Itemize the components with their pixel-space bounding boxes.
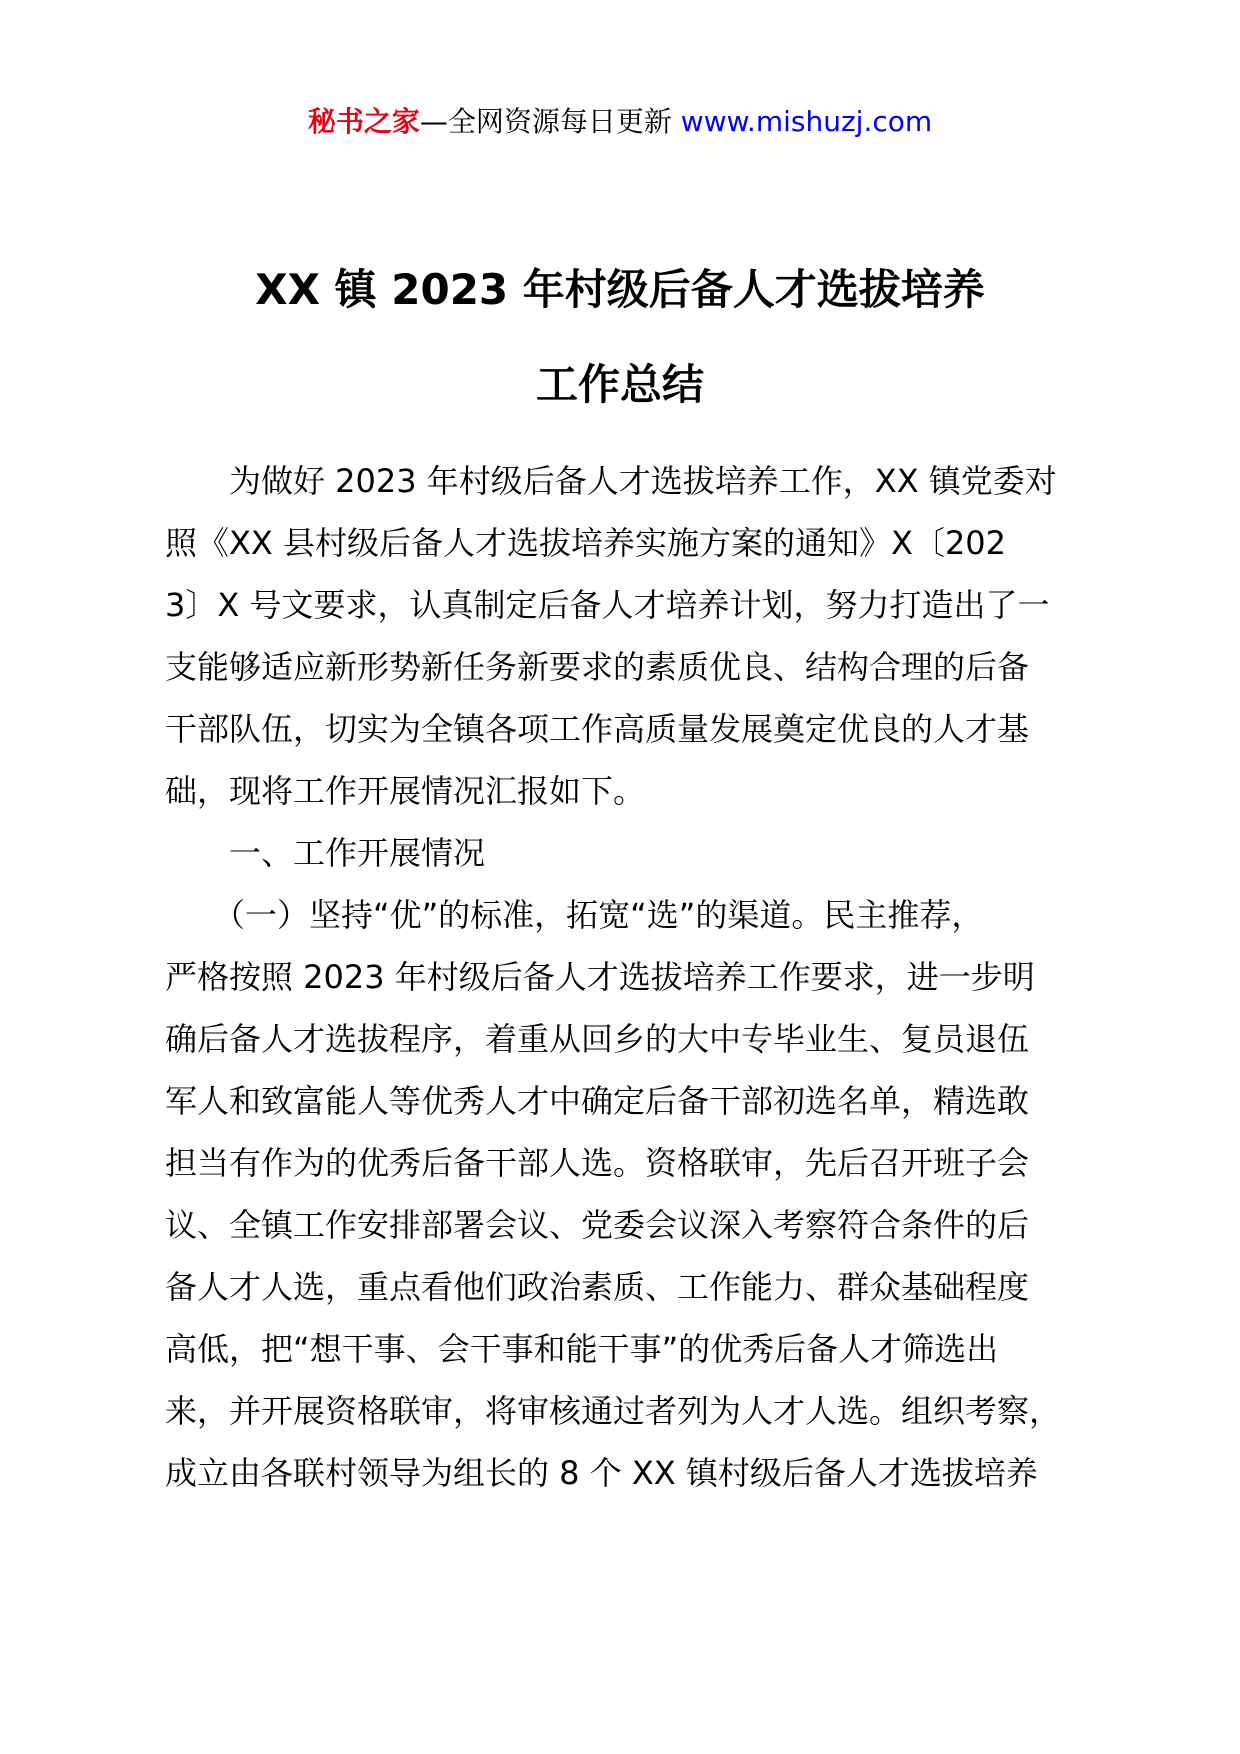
body-line: 备人才人选，重点看他们政治素质、工作能力、群众基础程度 <box>165 1268 1030 1306</box>
site-brand: 秘书之家 <box>307 105 420 138</box>
document-body <box>165 450 1085 1504</box>
section-heading: 一、工作开展情况 <box>165 834 486 872</box>
site-header <box>0 102 1240 142</box>
body-line: 来，并开展资格联审，将审核通过者列为人才人选。组织考察， <box>165 1392 1062 1430</box>
site-slogan: —全网资源每日更新 <box>419 105 672 138</box>
body-line: 3〕X 号文要求，认真制定后备人才培养计划，努力打造出了一 <box>165 586 1050 624</box>
body-line: 严格按照 2023 年村级后备人才选拔培养工作要求，进一步明 <box>165 958 1035 996</box>
body-line: 担当有作为的优秀后备干部人选。资格联审，先后召开班子会 <box>165 1144 1030 1182</box>
document-title-line-2: 工作总结 <box>535 360 704 409</box>
body-line: 高低，把“想干事、会干事和能干事”的优秀后备人才筛选出 <box>165 1330 999 1368</box>
body-line: 照《XX 县村级后备人才选拔培养实施方案的通知》X〔202 <box>165 524 1007 562</box>
body-line: 确后备人才选拔程序，着重从回乡的大中专毕业生、复员退伍 <box>165 1020 1030 1058</box>
body-line: 础，现将工作开展情况汇报如下。 <box>165 772 646 810</box>
body-line: 为做好 2023 年村级后备人才选拔培养工作，XX 镇党委对 <box>165 462 1057 500</box>
body-line: 干部队伍，切实为全镇各项工作高质量发展奠定优良的人才基 <box>165 710 1030 748</box>
body-line: 军人和致富能人等优秀人才中确定后备干部初选名单，精选敢 <box>165 1082 1030 1120</box>
body-line: （一）坚持“优”的标准，拓宽“选”的渠道。民主推荐， <box>165 896 984 934</box>
document-title-line-1: XX 镇 2023 年村级后备人才选拔培养 <box>255 265 985 314</box>
site-url-link[interactable]: www.mishuzj.com <box>680 105 933 138</box>
body-line: 议、全镇工作安排部署会议、党委会议深入考察符合条件的后 <box>165 1206 1030 1244</box>
body-line: 支能够适应新形势新任务新要求的素质优良、结构合理的后备 <box>165 648 1030 686</box>
body-line: 成立由各联村领导为组长的 8 个 XX 镇村级后备人才选拔培养 <box>165 1454 1038 1492</box>
